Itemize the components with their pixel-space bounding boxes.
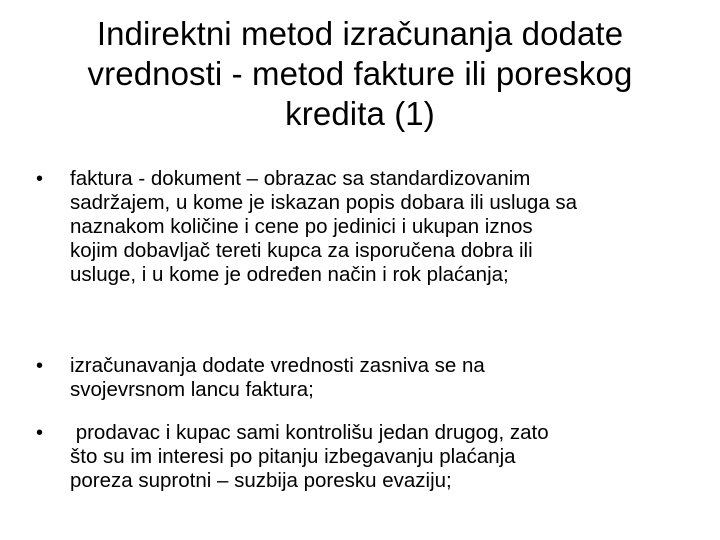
title-line-2: vrednosti - metod fakture ili poreskog bbox=[87, 55, 633, 92]
bullet-dot-icon: • bbox=[36, 355, 44, 377]
bullet-line: naznakom količine i cene po jedinici i ukupan iznos bbox=[70, 215, 533, 238]
bullet-line: kojim dobavljač tereti kupca za isporučena dobra ili bbox=[70, 239, 533, 262]
title-line-1: Indirektni metod izračunanja dodate bbox=[96, 15, 624, 52]
bullet-text bbox=[70, 354, 690, 402]
bullet-line: izračunavanja dodate vrednosti zasniva se na bbox=[70, 354, 485, 377]
bullet-line: sadržajem, u kome je iskazan popis dobara ili usluga sa bbox=[70, 191, 578, 214]
title-line-3: kredita (1) bbox=[285, 95, 435, 132]
bullet-text bbox=[70, 167, 690, 287]
bullet-dot-icon: • bbox=[36, 168, 44, 190]
bullet-line: usluge, i u kome je određen način i rok plaćanja; bbox=[70, 263, 509, 286]
bullet-line: poreza suprotni – suzbija poresku evaziju; bbox=[70, 469, 452, 492]
bullet-text bbox=[70, 421, 690, 493]
bullet-dot-icon: • bbox=[36, 422, 44, 444]
bullet-line: svojevrsnom lancu faktura; bbox=[70, 378, 314, 401]
bullet-line: što su im interesi po pitanju izbegavanju plaćanja bbox=[70, 445, 516, 468]
bullet-line: prodavac i kupac sami kontrolišu jedan drugog, zato bbox=[70, 421, 549, 444]
bullet-line: faktura - dokument – obrazac sa standardizovanim bbox=[70, 167, 531, 190]
